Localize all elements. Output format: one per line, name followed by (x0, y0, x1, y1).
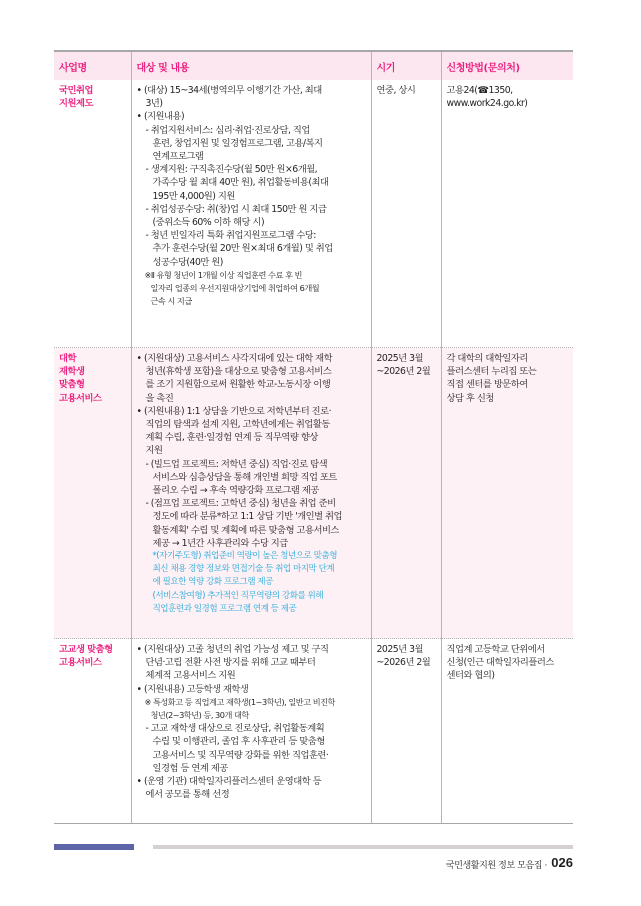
program-name-line: 고용서비스 (59, 657, 102, 669)
content-line: • (지원내용) 1:1 상담을 기반으로 저학년부터 진로· (136, 405, 332, 417)
content-line: 지원 (145, 445, 163, 457)
program-content-cell (131, 80, 371, 348)
content-line: 가족수당 월 최대 40만 원), 취업활동비용(최대 (152, 177, 329, 189)
content-line: • (지원대상) 고용서비스 사각지대에 있는 대학 재학 (136, 353, 333, 364)
content-line: 체계적 고용서비스 지원 (145, 670, 236, 682)
content-line: ※ 특성화고 등 직업계고 재학생(1~3학년), 일반고 비진학 (144, 696, 335, 707)
content-line: • (대상) 15~34세(병역의무 이행기간 가산, 최대 (136, 85, 322, 96)
program-name-line: 국민취업 (59, 85, 93, 96)
table-row (54, 80, 573, 348)
period-cell (371, 348, 441, 639)
application-line: 신청(인근 대학일자리플러스 (446, 657, 554, 669)
content-line: 계획 수립, 훈련·일경험 연계 등 직무역량 향상 (145, 432, 318, 444)
content-line: - (빌드업 프로젝트: 저학년 중심) 직업·진로 탐색 (145, 458, 328, 470)
content-line: • (운영 기관) 대학일자리플러스센터 운영대학 등 (136, 776, 322, 788)
header-target-content: 대상 및 내용 (131, 52, 371, 80)
program-table (54, 52, 573, 824)
period-line: 2025년 3월 (376, 353, 423, 364)
content-line: - 고교 재학생 대상으로 진로상담, 취업활동계획 (145, 723, 325, 735)
application-line: 플러스센터 누리집 또는 (446, 366, 537, 378)
application-line: 상담 후 신청 (446, 392, 494, 404)
table-row (54, 348, 573, 639)
period-cell (371, 639, 441, 824)
content-line: 을 촉진 (145, 392, 174, 404)
header-application: 신청방법(문의처) (441, 52, 573, 80)
program-name-line: 재학생 (59, 366, 85, 378)
content-line: 청년(휴학생 포함)을 대상으로 맞춤형 고용서비스 (145, 366, 332, 378)
content-note-line: 최신 채용 경향 정보와 면접기술 등 취업 마지막 단계 (152, 564, 335, 575)
content-line: 성공수당(40만 원) (152, 256, 223, 268)
application-line: 센터와 협의) (446, 670, 495, 682)
application-cell (441, 348, 573, 639)
content-note-line: (서비스참여형) 추가적인 직무역량의 강화를 위해 (152, 590, 324, 601)
application-line: 직접 센터를 방문하여 (446, 379, 528, 391)
program-name-cell (54, 80, 131, 348)
content-line: 고용서비스 및 직무역량 강화를 위한 직업훈련· (152, 749, 329, 761)
content-line: - 생계지원: 구직촉진수당(월 50만 원×6개월, (145, 164, 318, 176)
program-name-line: 고용서비스 (59, 392, 102, 404)
period-line: ~2026년 2월 (376, 366, 431, 378)
program-name-line: 대학 (59, 353, 76, 364)
table-header-row (54, 52, 573, 80)
application-line: 각 대학의 대학일자리 (446, 353, 528, 364)
content-line: 일자리 업종의 우선지원대상기업에 취업하여 6개월 (150, 283, 320, 294)
application-line: 직업계 고등학교 단위에서 (446, 644, 545, 655)
content-line: 활동계획' 수립 및 계획에 따른 맞춤형 고용서비스 (152, 524, 339, 536)
content-line: 단념·고립 전환 사전 방지를 위해 고교 때부터 (145, 657, 316, 669)
content-line: - 청년 빈일자리 특화 취업지원프로그램 수당: (145, 230, 316, 242)
period-line: ~2026년 2월 (376, 657, 431, 669)
content-line: 3년) (145, 98, 163, 110)
program-name-cell (54, 348, 131, 639)
content-line: - 취업성공수당: 취(창)업 시 최대 150만 원 지급 (145, 203, 327, 215)
content-note-line: *(자기주도형) 취업준비 역량이 높은 청년으로 맞춤형 (152, 551, 337, 562)
footer-rule (153, 845, 573, 849)
program-name-line: 고교생 맞춤형 (59, 644, 113, 655)
content-line: 폴리오 수립 → 후속 역량강화 프로그램 제공 (152, 485, 319, 497)
content-note-line: 직업훈련과 일경험 프로그램 연계 등 제공 (152, 603, 297, 614)
content-line: • (지원내용) 고등학생 재학생 (136, 683, 249, 695)
table-row (54, 639, 573, 824)
content-line: 일경험 등 연계 제공 (152, 762, 228, 774)
content-line: 를 조기 지원함으로써 원활한 학교-노동시장 이행 (145, 379, 331, 391)
application-line: www.work24.go.kr) (446, 98, 528, 110)
program-content-cell (131, 639, 371, 824)
content-line: (중위소득 60% 이하 해당 시) (152, 217, 265, 229)
content-line: - (점프업 프로젝트: 고학년 중심) 청년을 취업 준비 (145, 498, 336, 510)
header-program-name: 사업명 (54, 52, 131, 80)
application-line: 고용24(☎1350, (446, 85, 513, 96)
application-cell (441, 639, 573, 824)
period-cell (371, 80, 441, 348)
content-line: 직업의 탐색과 설계 지원, 고학년에게는 취업활동 (145, 419, 330, 431)
content-line: - 취업지원서비스: 심리·취업·진로상담, 직업 (145, 124, 310, 136)
content-line: 추가 훈련수당(월 20만 원×최대 6개월) 및 취업 (152, 243, 333, 255)
application-cell (441, 80, 573, 348)
program-name-line: 지원제도 (59, 98, 93, 110)
content-line: 에서 공모를 통해 선정 (145, 789, 230, 801)
content-line: 제공 → 1년간 사후관리와 수당 지급 (152, 537, 288, 549)
content-line: • (지원대상) 고졸 청년의 취업 가능성 제고 및 구직 (136, 644, 329, 655)
content-line: 근속 시 지급 (150, 296, 192, 307)
content-line: ※Ⅱ 유형 청년이 1개월 이상 직업훈련 수료 후 빈 (144, 269, 302, 280)
footer-title: 국민생활지원 정보 모음집 · (445, 861, 547, 871)
content-line: 훈련, 창업지원 및 일경험프로그램, 고용/복지 (152, 137, 323, 149)
content-line: 서비스와 심층상담을 통해 개인별 희망 직업 포트 (152, 471, 337, 483)
program-content-cell (131, 348, 371, 639)
program-name-cell (54, 639, 131, 824)
content-line: • (지원내용) (136, 111, 185, 123)
header-period: 시기 (371, 52, 441, 80)
page-number: 026 (551, 855, 573, 870)
footer-accent-bar (54, 844, 134, 850)
program-name-line: 맞춤형 (59, 379, 85, 391)
content-line: 청년(2~3학년) 등, 30개 대학 (150, 710, 249, 721)
content-line: 195만 4,000원) 지원 (152, 190, 235, 202)
content-line: 연계프로그램 (152, 151, 204, 163)
content-note-line: 에 필요한 역량 강화 프로그램 제공 (152, 577, 273, 588)
period-line: 연중, 상시 (376, 85, 416, 96)
content-line: 정도에 따라 분류*하고 1:1 상담 기반 '개인별 취업 (152, 511, 343, 523)
content-line: 수립 및 이행관리, 졸업 후 사후관리 등 맞춤형 (152, 736, 325, 748)
period-line: 2025년 3월 (376, 644, 423, 655)
